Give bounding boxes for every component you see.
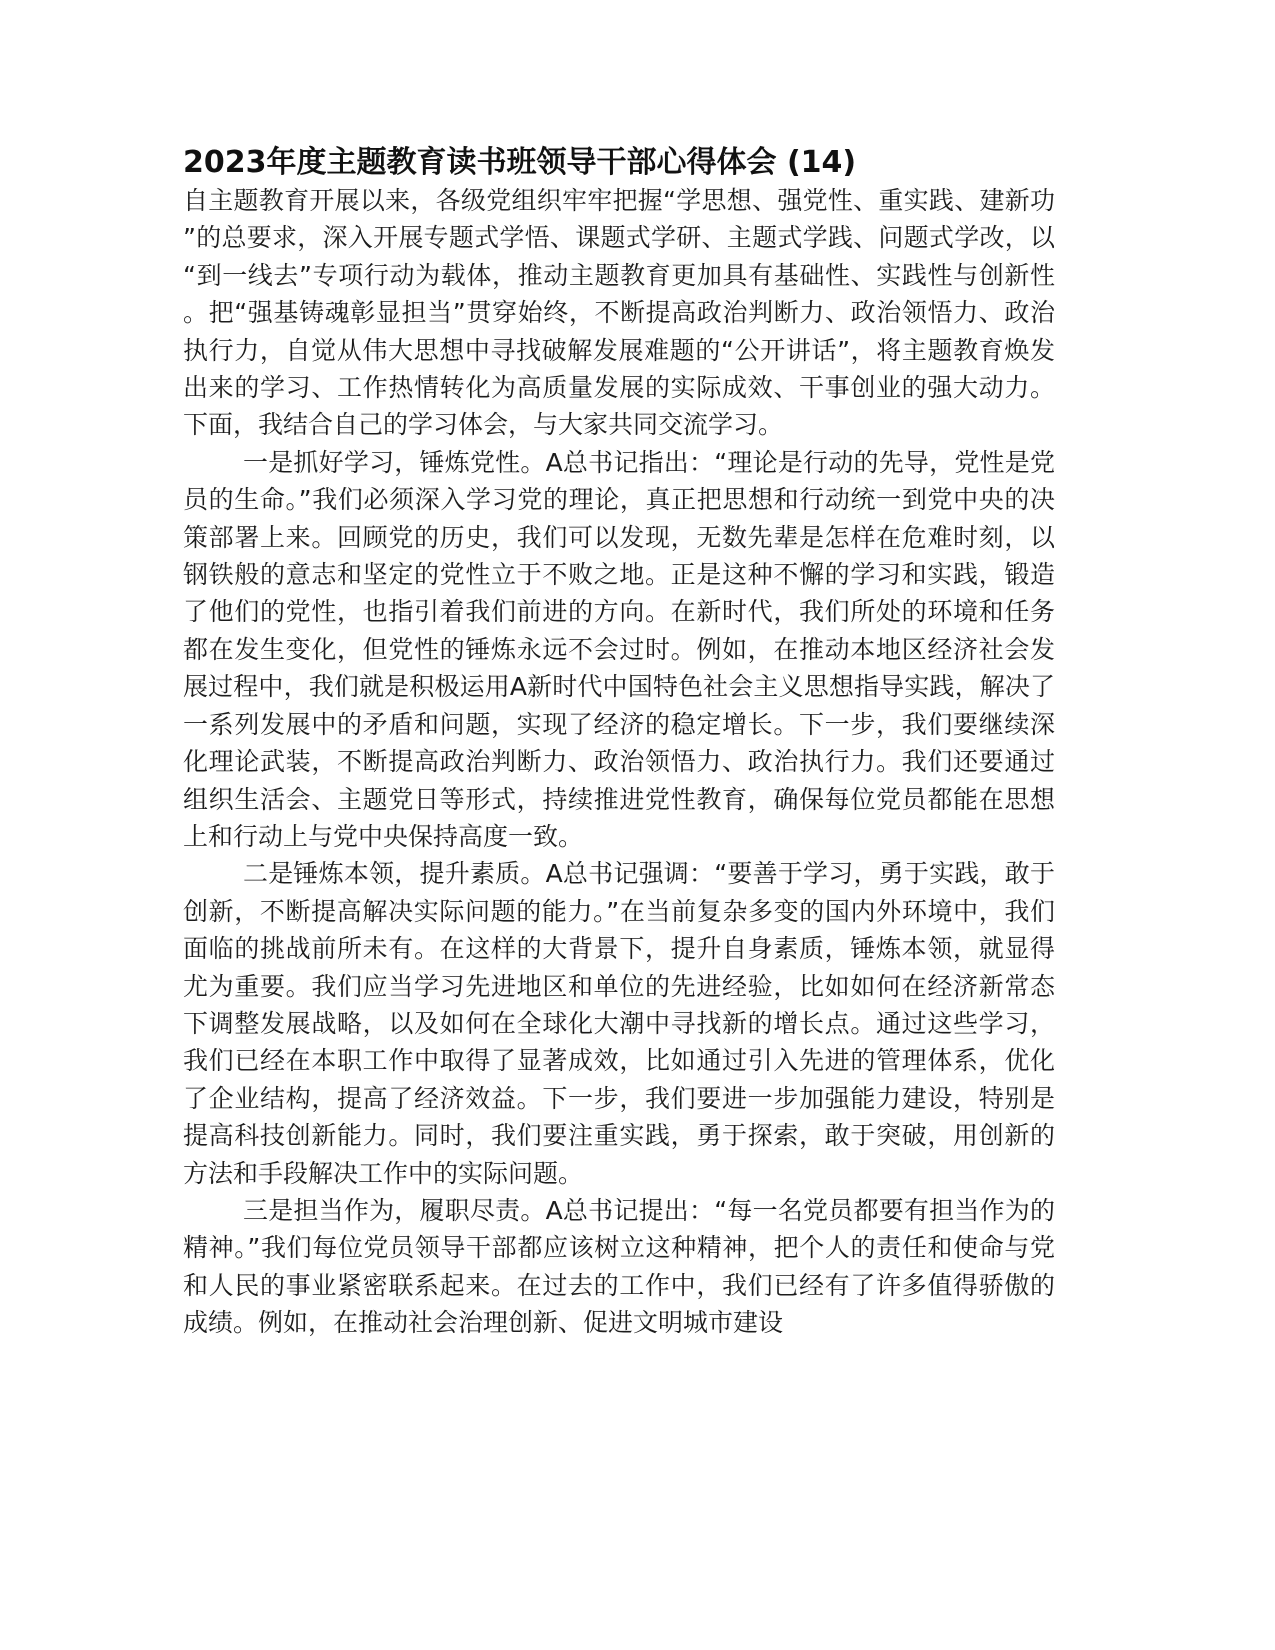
paragraph-intro: 自主题教育开展以来，各级党组织牢牢把握“学思想、强党性、重实践、建新功”的总要求，深入开展专题式学悟、课题式学研、主题式学践、问题式学改，以“到一线去”专项行动为载体，推动主题教育更加具有基础性、实践性与创新性。把“强基铸魂彰显担当”贯穿始终，不断提高政治判断力、政治领悟力、政治执行力，自觉从伟大思想中寻找破解发展难题的“公开讲话”，将主题教育焕发出来的学习、工作热情转化为高质量发展的实际成效、干事创业的强大动力。下面，我结合自己的学习体会，与大家共同交流学习。 [183, 186, 1055, 440]
document-title: 2023年度主题教育读书班领导干部心得体会 (14) [183, 145, 857, 180]
paragraph-point-three: 三是担当作为，履职尽责。A总书记提出：“每一名党员都要有担当作为的精神。”我们每位党员领导干部都应该树立这种精神，把个人的责任和使命与党和人民的事业紧密联系起来。在过去的工作中，我们已经有了许多值得骄傲的成绩。例如，在推动社会治理创新、促进文明城市建设 [183, 1195, 1055, 1338]
paragraph-point-one: 一是抓好学习，锤炼党性。A总书记指出：“理论是行动的先导，党性是党员的生命。”我们必须深入学习党的理论，真正把思想和行动统一到党中央的决策部署上来。回顾党的历史，我们可以发现，无数先辈是怎样在危难时刻，以钢铁般的意志和坚定的党性立于不败之地。正是这种不懈的学习和实践，锻造了他们的党性，也指引着我们前进的方向。在新时代，我们所处的环境和任务都在发生变化，但党性的锤炼永远不会过时。例如，在推动本地区经济社会发展过程中，我们就是积极运用A新时代中国特色社会主义思想指导实践，解决了一系列发展中的矛盾和问题，实现了经济的稳定增长。下一步，我们要继续深化理论武装，不断提高政治判断力、政治领悟力、政治执行力。我们还要通过组织生活会、主题党日等形式，持续推进党性教育，确保每位党员都能在思想上和行动上与党中央保持高度一致。 [183, 447, 1055, 851]
paragraph-point-two: 二是锤炼本领，提升素质。A总书记强调：“要善于学习，勇于实践，敢于创新，不断提高解决实际问题的能力。”在当前复杂多变的国内外环境中，我们面临的挑战前所未有。在这样的大背景下，提升自身素质，锤炼本领，就显得尤为重要。我们应当学习先进地区和单位的先进经验，比如如何在经济新常态下调整发展战略，以及如何在全球化大潮中寻找新的增长点。通过这些学习，我们已经在本职工作中取得了显著成效，比如通过引入先进的管理体系，优化了企业结构，提高了经济效益。下一步，我们要进一步加强能力建设，特别是提高科技创新能力。同时，我们要注重实践，勇于探索，敢于突破，用创新的方法和手段解决工作中的实际问题。 [183, 859, 1055, 1188]
document-page [183, 144, 1055, 1342]
